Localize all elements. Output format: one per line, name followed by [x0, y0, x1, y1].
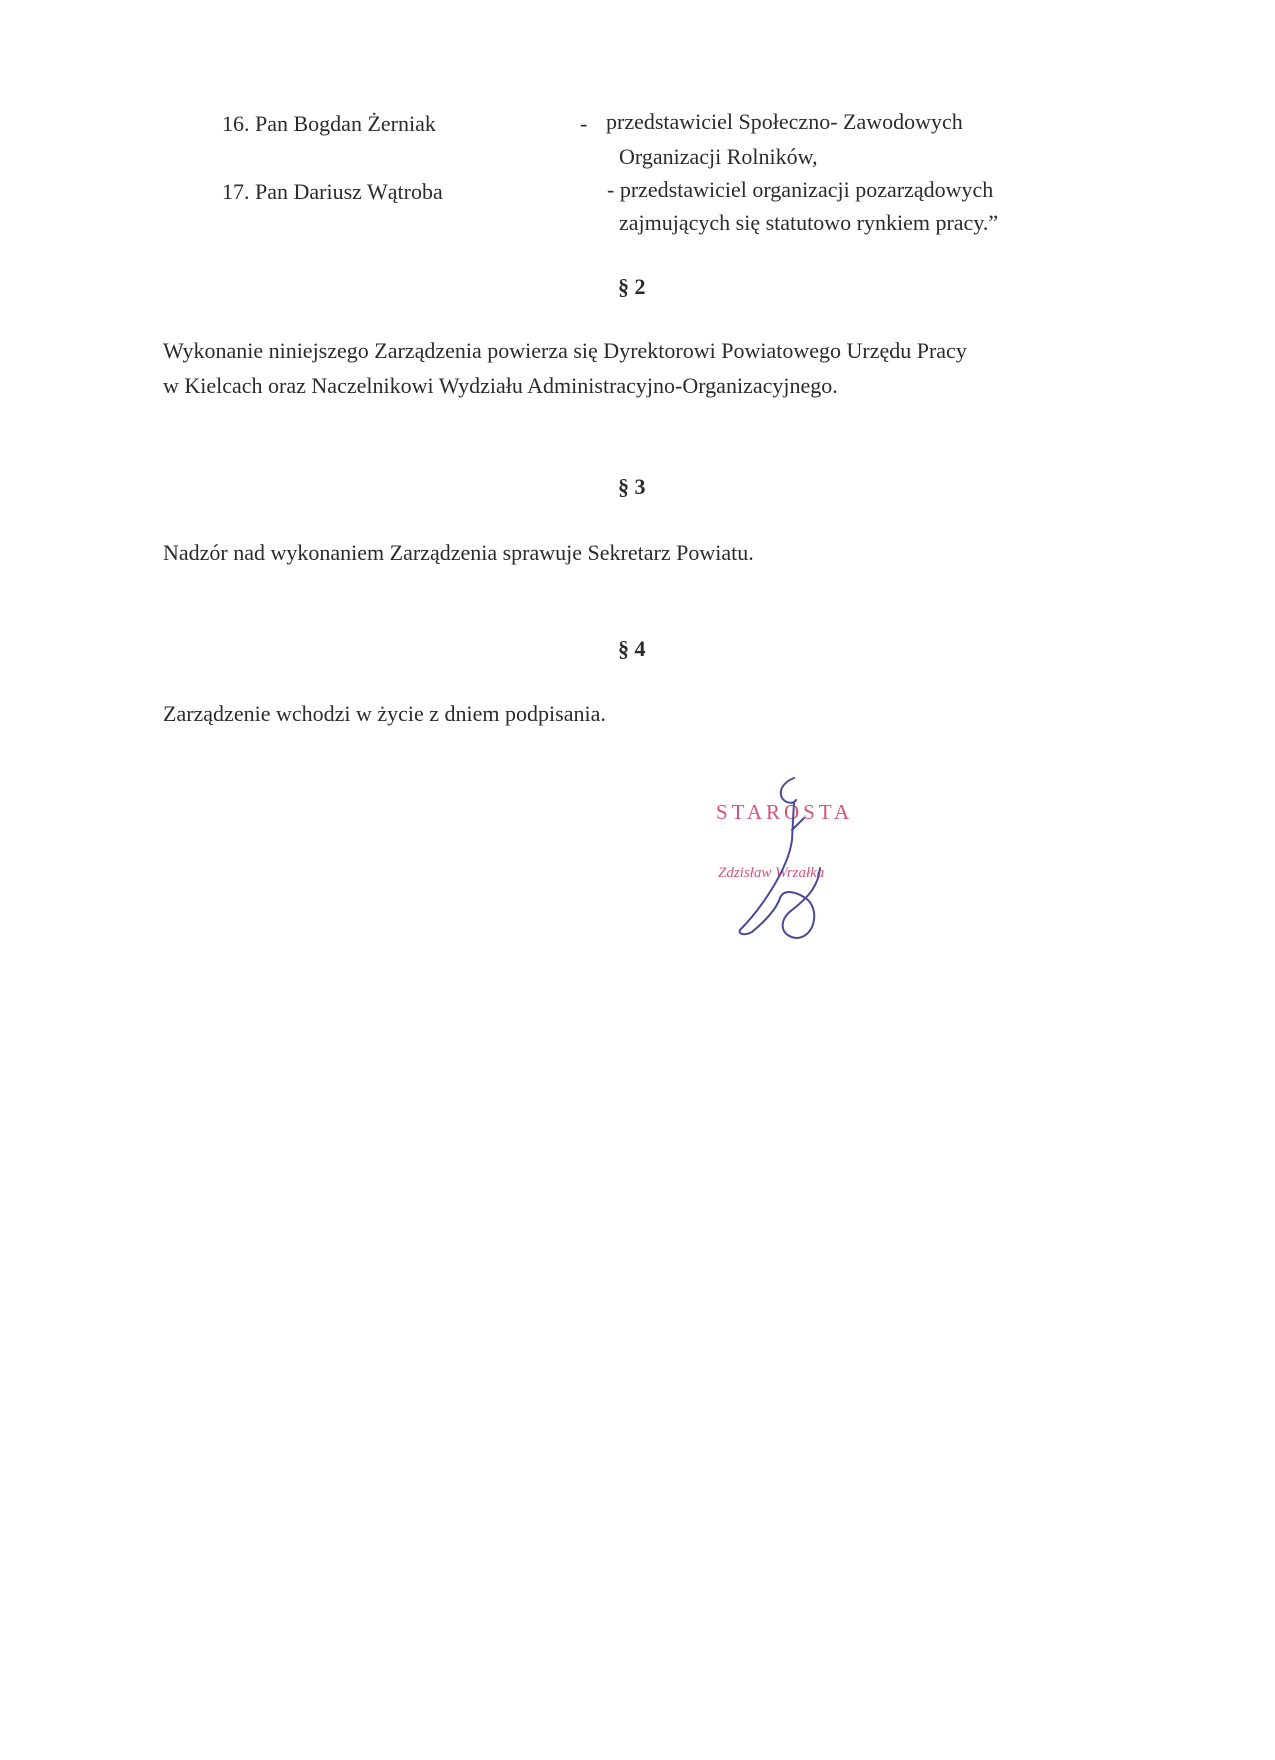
- section-2-line1: Wykonanie niniejszego Zarządzenia powierza się Dyrektorowi Powiatowego Urzędu Pracy: [163, 338, 967, 363]
- member-17-role-line2: zajmujących się statutowo rynkiem pracy.”: [619, 210, 999, 235]
- member-17-name: 17. Pan Dariusz Wątroba: [222, 179, 443, 204]
- member-17-role-line1: - przedstawiciel organizacji pozarządowych: [607, 177, 994, 202]
- official-stamp: [700, 770, 940, 950]
- member-16-name: 16. Pan Bogdan Żerniak: [222, 111, 436, 136]
- section-2-mark: § 2: [618, 274, 646, 299]
- section-4-line1: Zarządzenie wchodzi w życie z dniem podpisania.: [163, 701, 606, 726]
- member-16-dash: -: [580, 111, 588, 136]
- section-2-line2: w Kielcach oraz Naczelnikowi Wydziału Administracyjno-Organizacyjnego.: [163, 373, 838, 398]
- handwritten-signature: [700, 770, 940, 950]
- member-16-role-line2: Organizacji Rolników,: [619, 144, 818, 169]
- stamp-name: Zdzisław Wrzałka: [718, 865, 825, 881]
- stamp-title: STAROSTA: [716, 800, 854, 824]
- section-3-mark: § 3: [618, 474, 646, 499]
- section-3-line1: Nadzór nad wykonaniem Zarządzenia sprawuje Sekretarz Powiatu.: [163, 540, 754, 565]
- section-4-mark: § 4: [618, 636, 646, 661]
- member-16-role-line1: przedstawiciel Społeczno- Zawodowych: [606, 109, 963, 134]
